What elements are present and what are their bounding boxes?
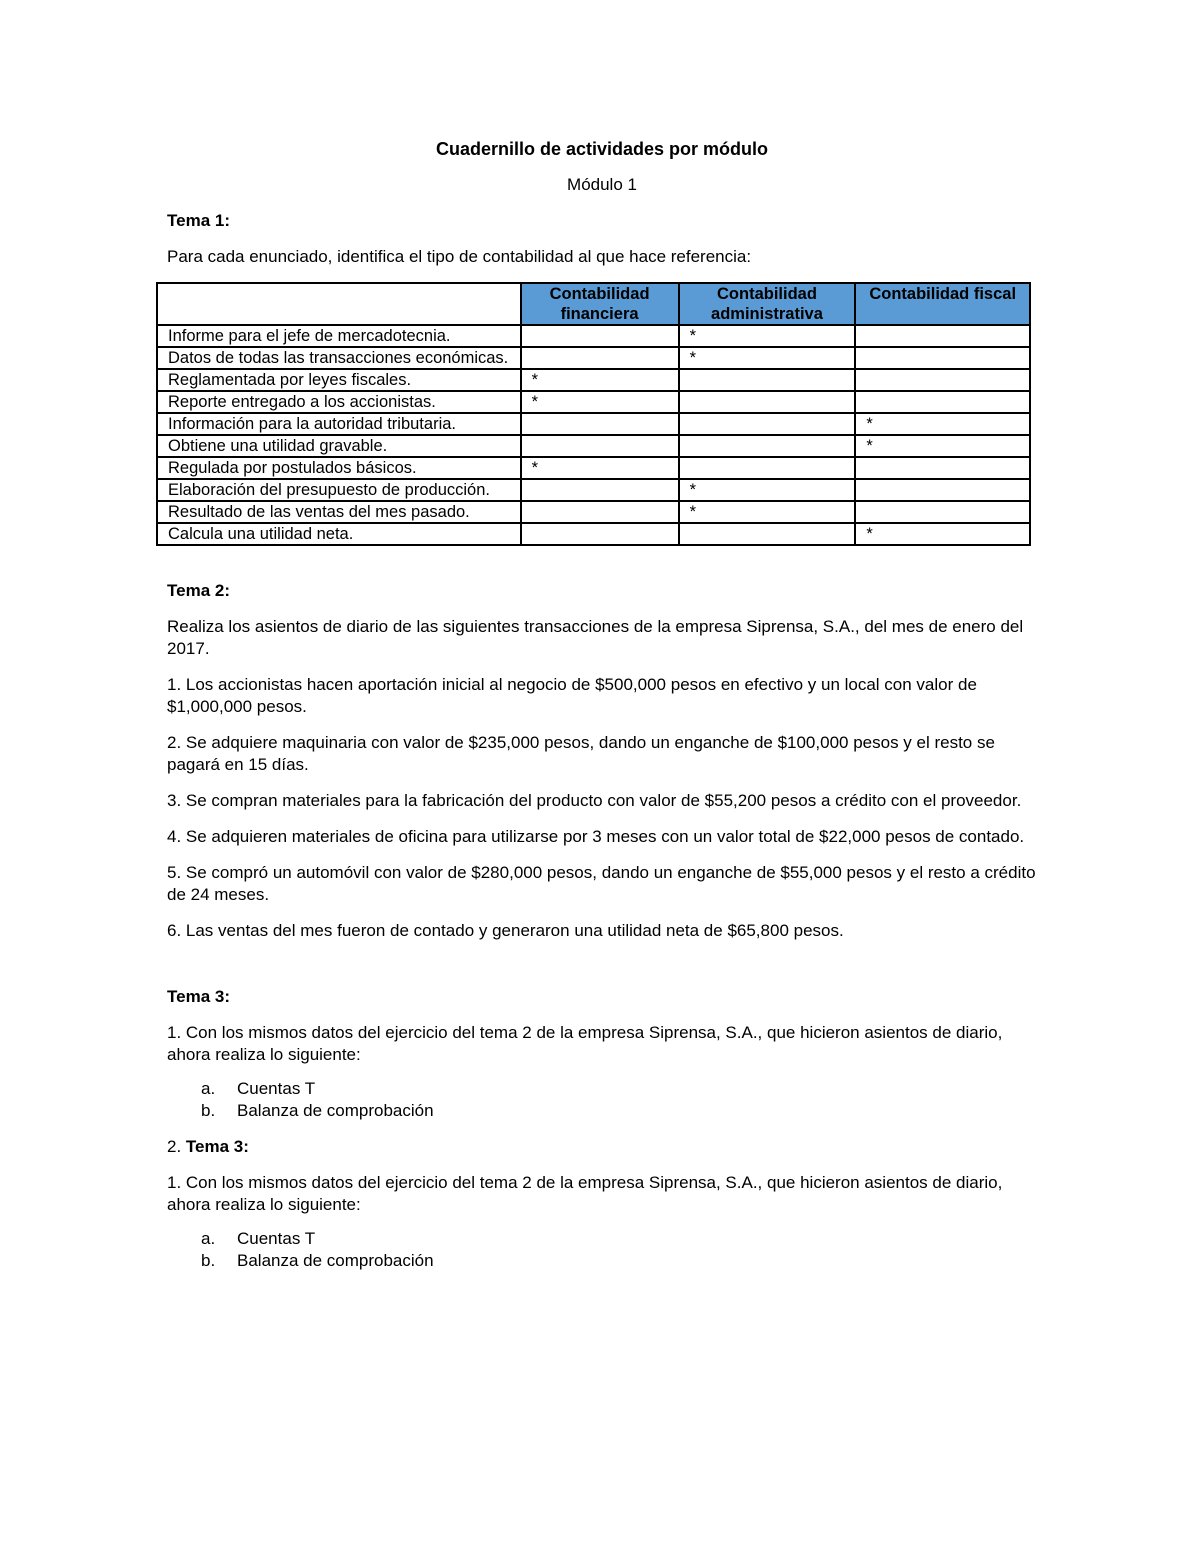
statement-cell: Información para la autoridad tributaria. [157,413,521,435]
fiscal-cell: * [855,523,1030,545]
document-title: Cuadernillo de actividades por módulo [435,139,769,159]
table-row [157,435,1030,457]
financiera-cell: * [521,457,679,479]
spacer [167,956,1037,986]
tema3b-heading-line [167,1136,1037,1158]
tema3-list [167,1078,1037,1122]
tema2-heading: Tema 2: [167,581,230,600]
column-header-fiscal: Contabilidad fiscal [855,283,1030,325]
accounting-type-table [156,282,1031,546]
administrativa-cell [679,523,856,545]
table-row [157,413,1030,435]
statement-cell: Reglamentada por leyes fiscales. [157,369,521,391]
fiscal-cell [855,457,1030,479]
statement-cell: Informe para el jefe de mercadotecnia. [157,325,521,347]
administrativa-cell [679,413,856,435]
tema1-heading: Tema 1: [167,211,230,230]
tema2-intro: Realiza los asientos de diario de las siguientes transacciones de la empresa Siprensa, S.A., del mes de enero del 2017. [167,617,1024,658]
financiera-cell: * [521,369,679,391]
statement-cell: Reporte entregado a los accionistas. [157,391,521,413]
financiera-cell [521,501,679,523]
fiscal-cell [855,347,1030,369]
financiera-cell [521,523,679,545]
list-item: b. Balanza de comprobación [201,1251,434,1270]
table-row [157,369,1030,391]
administrativa-cell: * [679,347,856,369]
statement-cell: Resultado de las ventas del mes pasado. [157,501,521,523]
administrativa-cell: * [679,479,856,501]
financiera-cell: * [521,391,679,413]
administrativa-cell [679,391,856,413]
financiera-cell [521,325,679,347]
transaction-item: 4. Se adquieren materiales de oficina para utilizarse por 3 meses con un valor total de $22,000 pesos de contado. [167,827,1025,846]
statement-cell: Datos de todas las transacciones económicas. [157,347,521,369]
transaction-item: 3. Se compran materiales para la fabricación del producto con valor de $55,200 pesos a crédito con el proveedor. [167,791,1022,810]
tema3b-text: 1. Con los mismos datos del ejercicio del tema 2 de la empresa Siprensa, S.A., que hicieron asientos de diario, ahora realiza lo siguiente: [167,1173,1003,1214]
tema3b-prefix: 2. [167,1137,186,1156]
fiscal-cell [855,325,1030,347]
financiera-cell [521,479,679,501]
tema1-instruction: Para cada enunciado, identifica el tipo de contabilidad al que hace referencia: [167,247,752,266]
fiscal-cell [855,501,1030,523]
statement-cell: Elaboración del presupuesto de producción. [157,479,521,501]
statement-cell: Obtiene una utilidad gravable. [157,435,521,457]
tema3b-list [167,1228,1037,1272]
module-label: Módulo 1 [567,175,637,194]
transaction-item: 2. Se adquiere maquinaria con valor de $235,000 pesos, dando un enganche de $100,000 pesos y el resto se pagará en 15 días. [167,733,995,774]
document-content [167,138,1037,1286]
column-header-financiera: Contabilidad financiera [521,283,679,325]
tema3b-heading: Tema 3: [185,1137,249,1156]
tema3-heading: Tema 3: [167,987,230,1006]
administrativa-cell [679,369,856,391]
transaction-item: 5. Se compró un automóvil con valor de $280,000 pesos, dando un enganche de $55,000 pesos y el resto a crédito de 24 meses. [167,863,1036,904]
financiera-cell [521,435,679,457]
administrativa-cell [679,457,856,479]
fiscal-cell: * [855,413,1030,435]
transaction-item: 6. Las ventas del mes fueron de contado y generaron una utilidad neta de $65,800 pesos. [167,921,844,940]
statement-cell: Regulada por postulados básicos. [157,457,521,479]
table-row [157,479,1030,501]
table-row [157,501,1030,523]
financiera-cell [521,347,679,369]
column-header-administrativa: Contabilidad administrativa [679,283,856,325]
table-row [157,391,1030,413]
fiscal-cell [855,369,1030,391]
table-row [157,325,1030,347]
table-body [157,325,1030,545]
transaction-item: 1. Los accionistas hacen aportación inicial al negocio de $500,000 pesos en efectivo y un local con valor de $1,000,000 pesos. [167,675,977,716]
administrativa-cell: * [679,501,856,523]
table-row [157,523,1030,545]
list-item: b. Balanza de comprobación [201,1101,434,1120]
statement-cell: Calcula una utilidad neta. [157,523,521,545]
table-header-row [157,283,1030,325]
fiscal-cell [855,391,1030,413]
list-item: a. Cuentas T [201,1079,316,1098]
administrativa-cell: * [679,325,856,347]
fiscal-cell: * [855,435,1030,457]
table-row [157,347,1030,369]
fiscal-cell [855,479,1030,501]
table-header-empty [157,283,521,325]
financiera-cell [521,413,679,435]
administrativa-cell [679,435,856,457]
table-row [157,457,1030,479]
tema3-text: 1. Con los mismos datos del ejercicio del tema 2 de la empresa Siprensa, S.A., que hicieron asientos de diario, ahora realiza lo siguiente: [167,1023,1003,1064]
list-item: a. Cuentas T [201,1229,316,1248]
